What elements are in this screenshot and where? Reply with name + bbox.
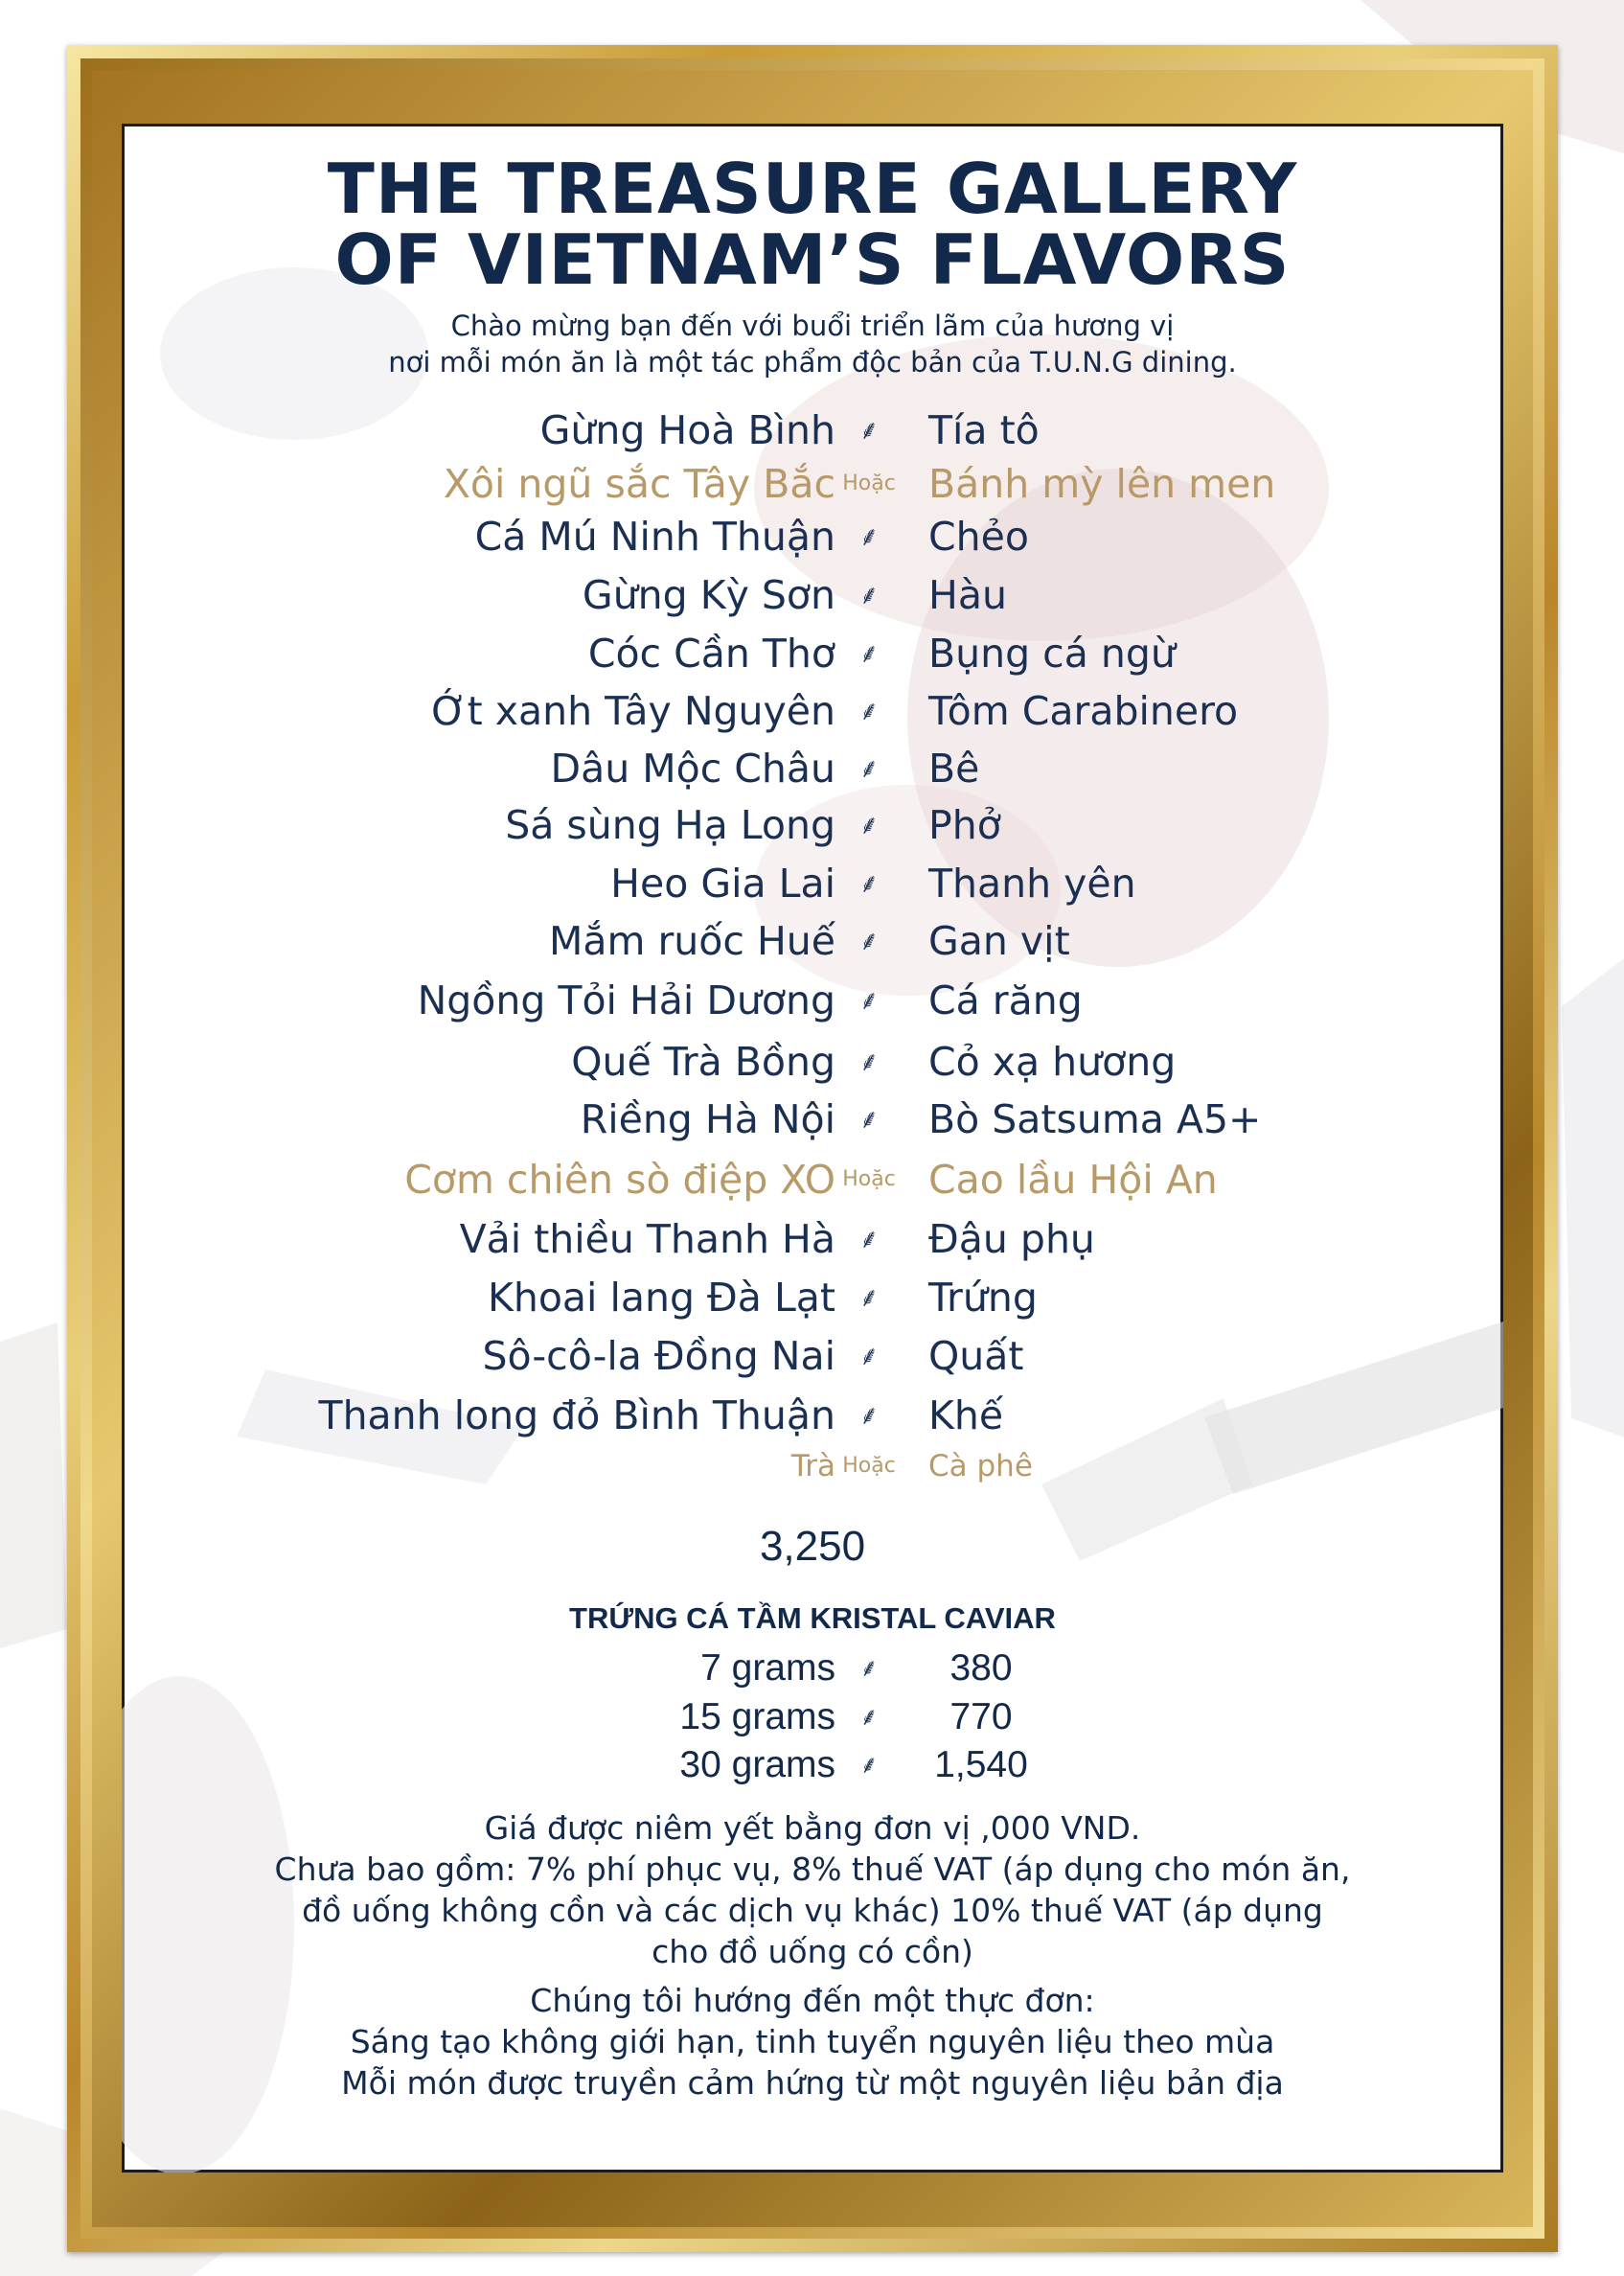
menu-row: [122, 914, 1503, 968]
gold-picture-frame: [67, 45, 1558, 2252]
wheat-icon: ⸙: [858, 1340, 880, 1371]
menu-paper: [122, 124, 1503, 2173]
menu-item-right: Bánh mỳ lên men: [928, 461, 1276, 507]
menu-item-left: Riềng Hà Nội: [580, 1096, 835, 1142]
philosophy-heading: Chúng tôi hướng đến một thực đơn:: [530, 1982, 1095, 2019]
menu-item-left: Xôi ngũ sắc Tây Bắc: [443, 461, 835, 507]
or-label: Hoặc: [842, 471, 896, 495]
menu-row: [122, 1035, 1503, 1089]
menu-row: [122, 1212, 1503, 1266]
menu-item-left: Mắm ruốc Huế: [548, 918, 835, 964]
or-label: Hoặc: [842, 1454, 896, 1478]
menu-item-right: Cao lầu Hội An: [928, 1157, 1218, 1203]
menu-row-drink-choice: [122, 1439, 1503, 1493]
menu-row: [122, 798, 1503, 852]
menu-row: [122, 1092, 1503, 1146]
tax-note-line-3: cho đồ uống có cồn): [652, 1933, 973, 1970]
menu-item-right: Trứng: [928, 1275, 1038, 1321]
menu-item-right: Bê: [928, 746, 980, 792]
caviar-size: 15 grams: [679, 1696, 835, 1737]
caviar-price: 770: [949, 1696, 1013, 1737]
menu-item-left: Cá Mú Ninh Thuận: [474, 514, 835, 560]
menu-item-right: Đậu phụ: [928, 1216, 1095, 1262]
menu-item-right: Quất: [928, 1333, 1024, 1379]
menu-row: [122, 742, 1503, 795]
menu-title-line-1: THE TREASURE GALLERY: [327, 149, 1298, 229]
menu-item-left: Vải thiều Thanh Hà: [459, 1216, 835, 1262]
wheat-icon: ⸙: [858, 752, 880, 784]
menu-row: [122, 684, 1503, 738]
menu-item-right: Tôm Carabinero: [928, 688, 1239, 734]
menu-item-left: Heo Gia Lai: [610, 861, 835, 907]
menu-item-left: Cơm chiên sò điệp XO: [404, 1157, 835, 1203]
menu-item-right: Cà phê: [928, 1449, 1033, 1483]
menu-row-choice: [122, 1153, 1503, 1207]
set-menu-price: 3,250: [759, 1523, 866, 1570]
philosophy-line-2: Mỗi món được truyền cảm hứng từ một nguyên liệu bản địa: [341, 2064, 1284, 2102]
menu-item-left: Ngồng Tỏi Hải Dương: [417, 977, 835, 1023]
wheat-icon: ⸙: [858, 1103, 880, 1135]
menu-row: [122, 1329, 1503, 1383]
tax-note-line-2: đồ uống không cồn và các dịch vụ khác) 10% thuế VAT (áp dụng: [302, 1892, 1323, 1929]
caviar-title: TRỨNG CÁ TẦM KRISTAL CAVIAR: [569, 1601, 1056, 1635]
menu-row: [122, 627, 1503, 680]
menu-item-left: Ớt xanh Tây Nguyên: [431, 688, 835, 734]
philosophy-line-1: Sáng tạo không giới hạn, tinh tuyển nguyên liệu theo mùa: [350, 2023, 1275, 2060]
menu-item-right: Gan vịt: [928, 918, 1070, 964]
menu-row: [122, 1271, 1503, 1324]
menu-item-left: Dâu Mộc Châu: [550, 746, 835, 792]
wheat-icon: ⸙: [858, 984, 880, 1016]
wheat-icon: ⸙: [858, 1223, 880, 1254]
caviar-price: 1,540: [934, 1744, 1028, 1785]
menu-item-left: Gừng Kỳ Sơn: [582, 572, 835, 618]
menu-item-left: Thanh long đỏ Bình Thuận: [318, 1392, 835, 1438]
menu-row: [122, 1389, 1503, 1442]
intro-line-2: nơi mỗi món ăn là một tác phẩm độc bản của T.U.N.G dining.: [388, 346, 1237, 379]
menu-item-right: Bụng cá ngừ: [928, 631, 1176, 677]
wheat-icon: ⸙: [858, 520, 880, 552]
menu-item-left: Sá sùng Hạ Long: [505, 802, 835, 848]
wheat-icon: ⸙: [859, 1654, 879, 1683]
menu-item-right: Bò Satsuma A5+: [928, 1096, 1262, 1142]
wheat-icon: ⸙: [859, 1703, 879, 1732]
menu-item-right: Hàu: [928, 572, 1007, 618]
menu-item-right: Chẻo: [928, 514, 1029, 560]
menu-title-line-2: OF VIETNAM’S FLAVORS: [334, 219, 1291, 300]
menu-row: [122, 510, 1503, 563]
or-label: Hoặc: [842, 1167, 896, 1191]
price-unit-note: Giá được niêm yết bằng đơn vị ,000 VND.: [484, 1809, 1141, 1847]
menu-item-left: Khoai lang Đà Lạt: [487, 1275, 835, 1321]
wheat-icon: ⸙: [859, 1751, 879, 1780]
wheat-icon: ⸙: [858, 579, 880, 610]
wheat-icon: ⸙: [858, 925, 880, 956]
wheat-icon: ⸙: [858, 414, 880, 446]
menu-item-right: Cá răng: [928, 977, 1083, 1023]
menu-item-right: Phở: [928, 802, 1001, 848]
menu-item-right: Tía tô: [928, 407, 1040, 453]
caviar-size: 30 grams: [679, 1744, 835, 1785]
menu-item-left: Gừng Hoà Bình: [539, 407, 835, 453]
menu-item-right: Thanh yên: [928, 861, 1136, 907]
wheat-icon: ⸙: [858, 809, 880, 840]
intro-line-1: Chào mừng bạn đến với buổi triển lãm của hương vị: [450, 310, 1175, 342]
wheat-icon: ⸙: [858, 1281, 880, 1313]
menu-item-right: Cỏ xạ hương: [928, 1039, 1177, 1085]
wheat-icon: ⸙: [858, 867, 880, 899]
caviar-row: [122, 1741, 1503, 1789]
menu-row-choice: [122, 457, 1503, 511]
menu-item-left: Quế Trà Bồng: [571, 1039, 835, 1085]
menu-item-left: Cóc Cần Thơ: [587, 631, 835, 677]
menu-item-left: Sô-cô-la Đồng Nai: [482, 1333, 835, 1379]
menu-row: [122, 974, 1503, 1027]
wheat-icon: ⸙: [858, 1399, 880, 1431]
tax-note-line-1: Chưa bao gồm: 7% phí phục vụ, 8% thuế VAT (áp dụng cho món ăn,: [274, 1851, 1351, 1888]
menu-row: [122, 403, 1503, 457]
menu-item-right: Khế: [928, 1392, 1004, 1438]
wheat-icon: ⸙: [858, 695, 880, 726]
menu-row: [122, 568, 1503, 622]
menu-row: [122, 857, 1503, 910]
wheat-icon: ⸙: [858, 1046, 880, 1077]
caviar-price: 380: [949, 1647, 1013, 1689]
caviar-size: 7 grams: [700, 1647, 835, 1689]
wheat-icon: ⸙: [858, 637, 880, 669]
caviar-row: [122, 1693, 1503, 1741]
menu-item-left: Trà: [790, 1449, 835, 1483]
caviar-row: [122, 1644, 1503, 1692]
